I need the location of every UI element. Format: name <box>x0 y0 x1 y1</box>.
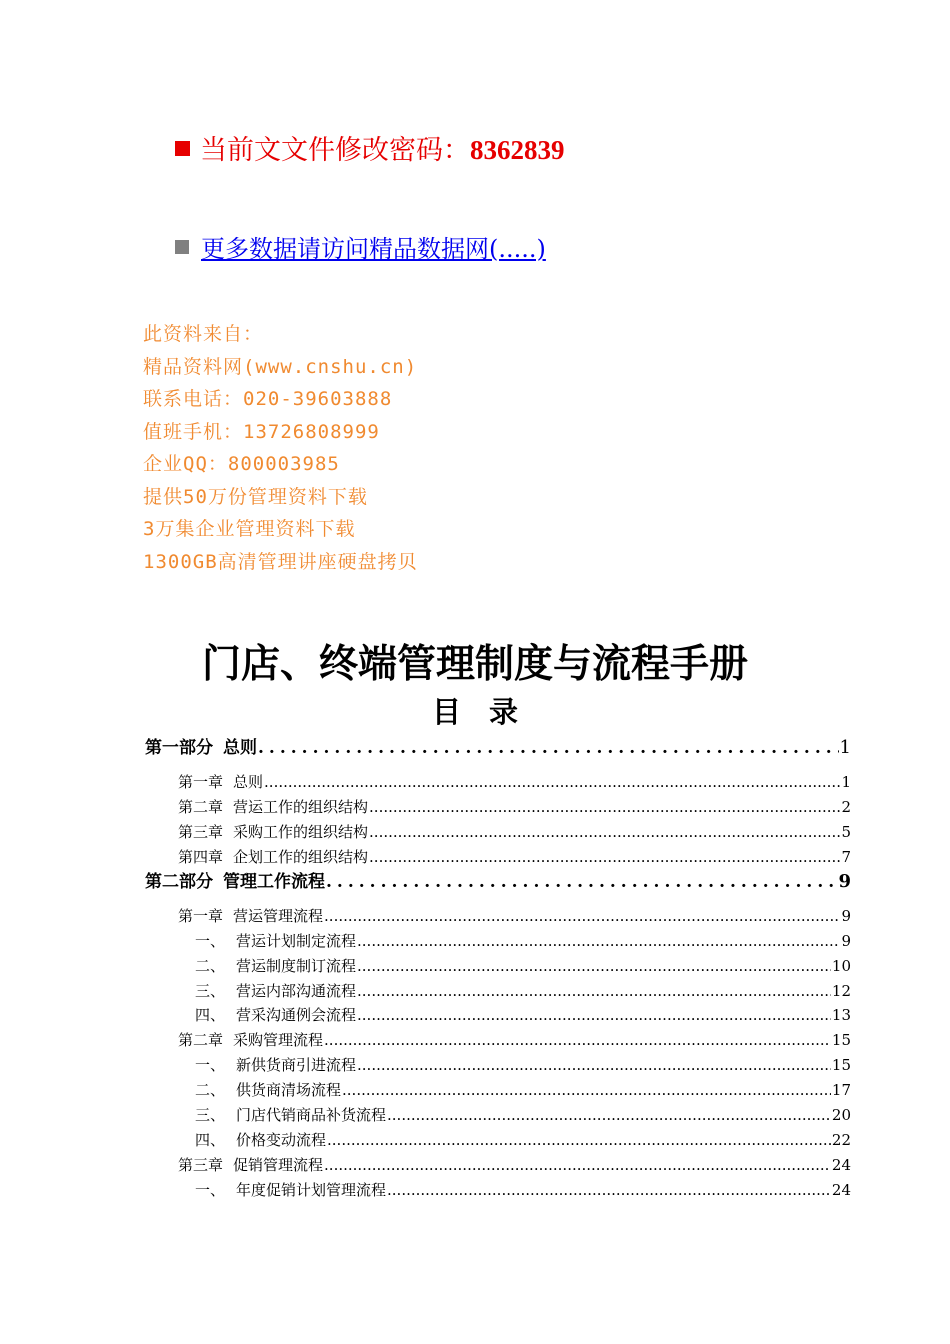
toc-entry-text: 总则 <box>233 773 264 791</box>
toc-entry[interactable] <box>178 796 851 818</box>
toc-page-number: 9 <box>838 871 851 892</box>
toc-entry-text: 总则 <box>223 738 257 758</box>
toc-dot-leader <box>357 980 831 1002</box>
password-label: 当前文文件修改密码： <box>200 135 470 166</box>
red-square-bullet-icon <box>175 141 190 156</box>
toc-entry-label <box>145 870 325 894</box>
toc-page-number: 17 <box>831 1081 851 1099</box>
toc-dot-leader <box>342 1079 831 1101</box>
toc-page-number: 15 <box>831 1056 851 1074</box>
toc-dot-leader <box>357 955 831 977</box>
toc-entry-number: 第二章 <box>178 798 224 816</box>
toc-entry-text: 门店代销商品补货流程 <box>236 1106 387 1124</box>
source-line: 联系电话：020-39603888 <box>143 388 393 410</box>
toc-entry-number: 第二章 <box>178 1031 224 1049</box>
toc-entry-text: 营运管理流程 <box>233 907 324 925</box>
toc-entry-number: 一、 <box>195 1181 226 1199</box>
source-line: 值班手机：13726808999 <box>143 420 380 443</box>
toc-page-number: 1 <box>841 773 851 791</box>
toc-entry[interactable] <box>195 1104 851 1126</box>
toc-entry-label <box>178 905 323 927</box>
toc-entry-label <box>178 796 368 818</box>
toc-dot-leader <box>324 905 840 927</box>
toc-entry-text: 年度促销计划管理流程 <box>236 1181 387 1199</box>
gray-square-bullet-icon <box>175 240 189 254</box>
toc-dot-leader <box>324 1154 831 1176</box>
toc-dot-leader <box>357 1004 831 1026</box>
toc-entry-text: 价格变动流程 <box>236 1131 327 1149</box>
toc-entry-number: 四、 <box>195 1131 226 1149</box>
toc-entry-number: 三、 <box>195 982 226 1000</box>
toc-dot-leader <box>387 1179 831 1201</box>
toc-entry[interactable] <box>178 905 851 927</box>
toc-entry-number: 第一部分 <box>145 738 213 758</box>
toc-page-number: 10 <box>831 957 851 975</box>
source-line: 1300GB高清管理讲座硬盘拷贝 <box>143 550 418 573</box>
toc-page-number: 15 <box>831 1031 851 1049</box>
toc-entry-label <box>178 821 368 843</box>
toc-entry-label <box>178 771 263 793</box>
toc-entry-text: 营采沟通例会流程 <box>236 1006 357 1024</box>
toc-entry-text: 供货商清场流程 <box>236 1081 342 1099</box>
toc-page-number: 24 <box>831 1181 851 1199</box>
toc-page-number: 9 <box>841 907 851 925</box>
toc-entry-number: 第二部分 <box>145 872 213 892</box>
toc-page-number: 22 <box>831 1131 851 1149</box>
toc-entry-label <box>195 930 356 952</box>
toc-entry[interactable] <box>145 870 851 894</box>
source-line: 精品资料网(www.cnshu.cn) <box>143 355 418 378</box>
source-info-block <box>143 318 418 578</box>
toc-entry-label <box>145 736 257 760</box>
toc-entry[interactable] <box>178 771 851 793</box>
more-data-link[interactable]: 更多数据请访问精品数据网(.....) <box>201 235 546 263</box>
toc-entry[interactable] <box>195 1004 851 1026</box>
toc-entry-label <box>195 980 356 1002</box>
toc-entry-number: 二、 <box>195 1081 226 1099</box>
password-code: 8362839 <box>470 135 565 165</box>
toc-dot-leader <box>357 930 840 952</box>
toc-page-number: 12 <box>831 982 851 1000</box>
toc-entry[interactable] <box>145 736 851 760</box>
toc-page-number: 20 <box>831 1106 851 1124</box>
toc-entry[interactable] <box>178 846 851 868</box>
toc-entry-number: 三、 <box>195 1106 226 1124</box>
toc-page-number: 2 <box>841 798 851 816</box>
toc-entry[interactable] <box>195 1179 851 1201</box>
toc-entry-number: 第四章 <box>178 848 224 866</box>
toc-entry-label <box>178 1029 323 1051</box>
toc-entry[interactable] <box>178 1029 851 1051</box>
toc-entry-text: 营运计划制定流程 <box>236 932 357 950</box>
toc-entry-label <box>195 1079 341 1101</box>
toc-dot-leader <box>387 1104 831 1126</box>
toc-heading: 目录 <box>431 695 546 729</box>
toc-entry-label <box>195 1104 386 1126</box>
toc-dot-leader <box>264 771 840 793</box>
toc-entry[interactable] <box>195 930 851 952</box>
toc-entry[interactable] <box>195 1079 851 1101</box>
toc-page-number: 13 <box>831 1006 851 1024</box>
toc-entry-text: 新供货商引进流程 <box>236 1056 357 1074</box>
toc-entry-number: 四、 <box>195 1006 226 1024</box>
toc-entry-text: 采购工作的组织结构 <box>233 823 369 841</box>
toc-entry-number: 第三章 <box>178 823 224 841</box>
toc-entry-number: 第一章 <box>178 907 224 925</box>
toc-dot-leader <box>369 821 840 843</box>
password-notice <box>175 132 565 169</box>
toc-entry-text: 营运内部沟通流程 <box>236 982 357 1000</box>
toc-entry-text: 营运制度制订流程 <box>236 957 357 975</box>
toc-entry-text: 管理工作流程 <box>223 872 325 892</box>
toc-entry-number: 第三章 <box>178 1156 224 1174</box>
toc-entry-label <box>195 1179 386 1201</box>
toc-page-number: 7 <box>841 848 851 866</box>
toc-entry-text: 企划工作的组织结构 <box>233 848 369 866</box>
source-line: 提供50万份管理资料下载 <box>143 485 368 508</box>
source-line: 此资料来自： <box>143 323 264 345</box>
toc-entry-text: 促销管理流程 <box>233 1156 324 1174</box>
toc-page-number: 9 <box>841 932 851 950</box>
more-data-notice <box>175 232 546 266</box>
toc-page-number: 24 <box>831 1156 851 1174</box>
toc-entry-label <box>195 955 356 977</box>
toc-entry[interactable] <box>195 1129 851 1151</box>
toc-dot-leader <box>369 846 840 868</box>
toc-dot-leader <box>369 796 840 818</box>
toc-page-number: 1 <box>839 737 851 758</box>
toc-entry[interactable] <box>178 1154 851 1176</box>
toc-entry-text: 营运工作的组织结构 <box>233 798 369 816</box>
toc-entry[interactable] <box>178 821 851 843</box>
toc-entry-number: 一、 <box>195 932 226 950</box>
toc-dot-leader <box>326 870 837 894</box>
toc-entry-label <box>178 1154 323 1176</box>
toc-entry[interactable] <box>195 1054 851 1076</box>
toc-entry-label <box>195 1054 356 1076</box>
toc-entry-text: 采购管理流程 <box>233 1031 324 1049</box>
toc-dot-leader <box>324 1029 831 1051</box>
toc-entry-label <box>195 1129 326 1151</box>
document-title: 门店、终端管理制度与流程手册 <box>201 641 748 687</box>
source-line: 企业QQ：800003985 <box>143 453 340 475</box>
toc-entry-label <box>195 1004 356 1026</box>
toc-entry-number: 二、 <box>195 957 226 975</box>
toc-dot-leader <box>327 1129 831 1151</box>
toc-entry[interactable] <box>195 955 851 977</box>
toc-entry[interactable] <box>195 980 851 1002</box>
toc-page-number: 5 <box>841 823 851 841</box>
toc-entry-label <box>178 846 368 868</box>
toc-dot-leader <box>357 1054 831 1076</box>
toc-entry-number: 第一章 <box>178 773 224 791</box>
toc-dot-leader <box>258 736 839 760</box>
source-line: 3万集企业管理资料下载 <box>143 518 356 540</box>
toc-entry-number: 一、 <box>195 1056 226 1074</box>
